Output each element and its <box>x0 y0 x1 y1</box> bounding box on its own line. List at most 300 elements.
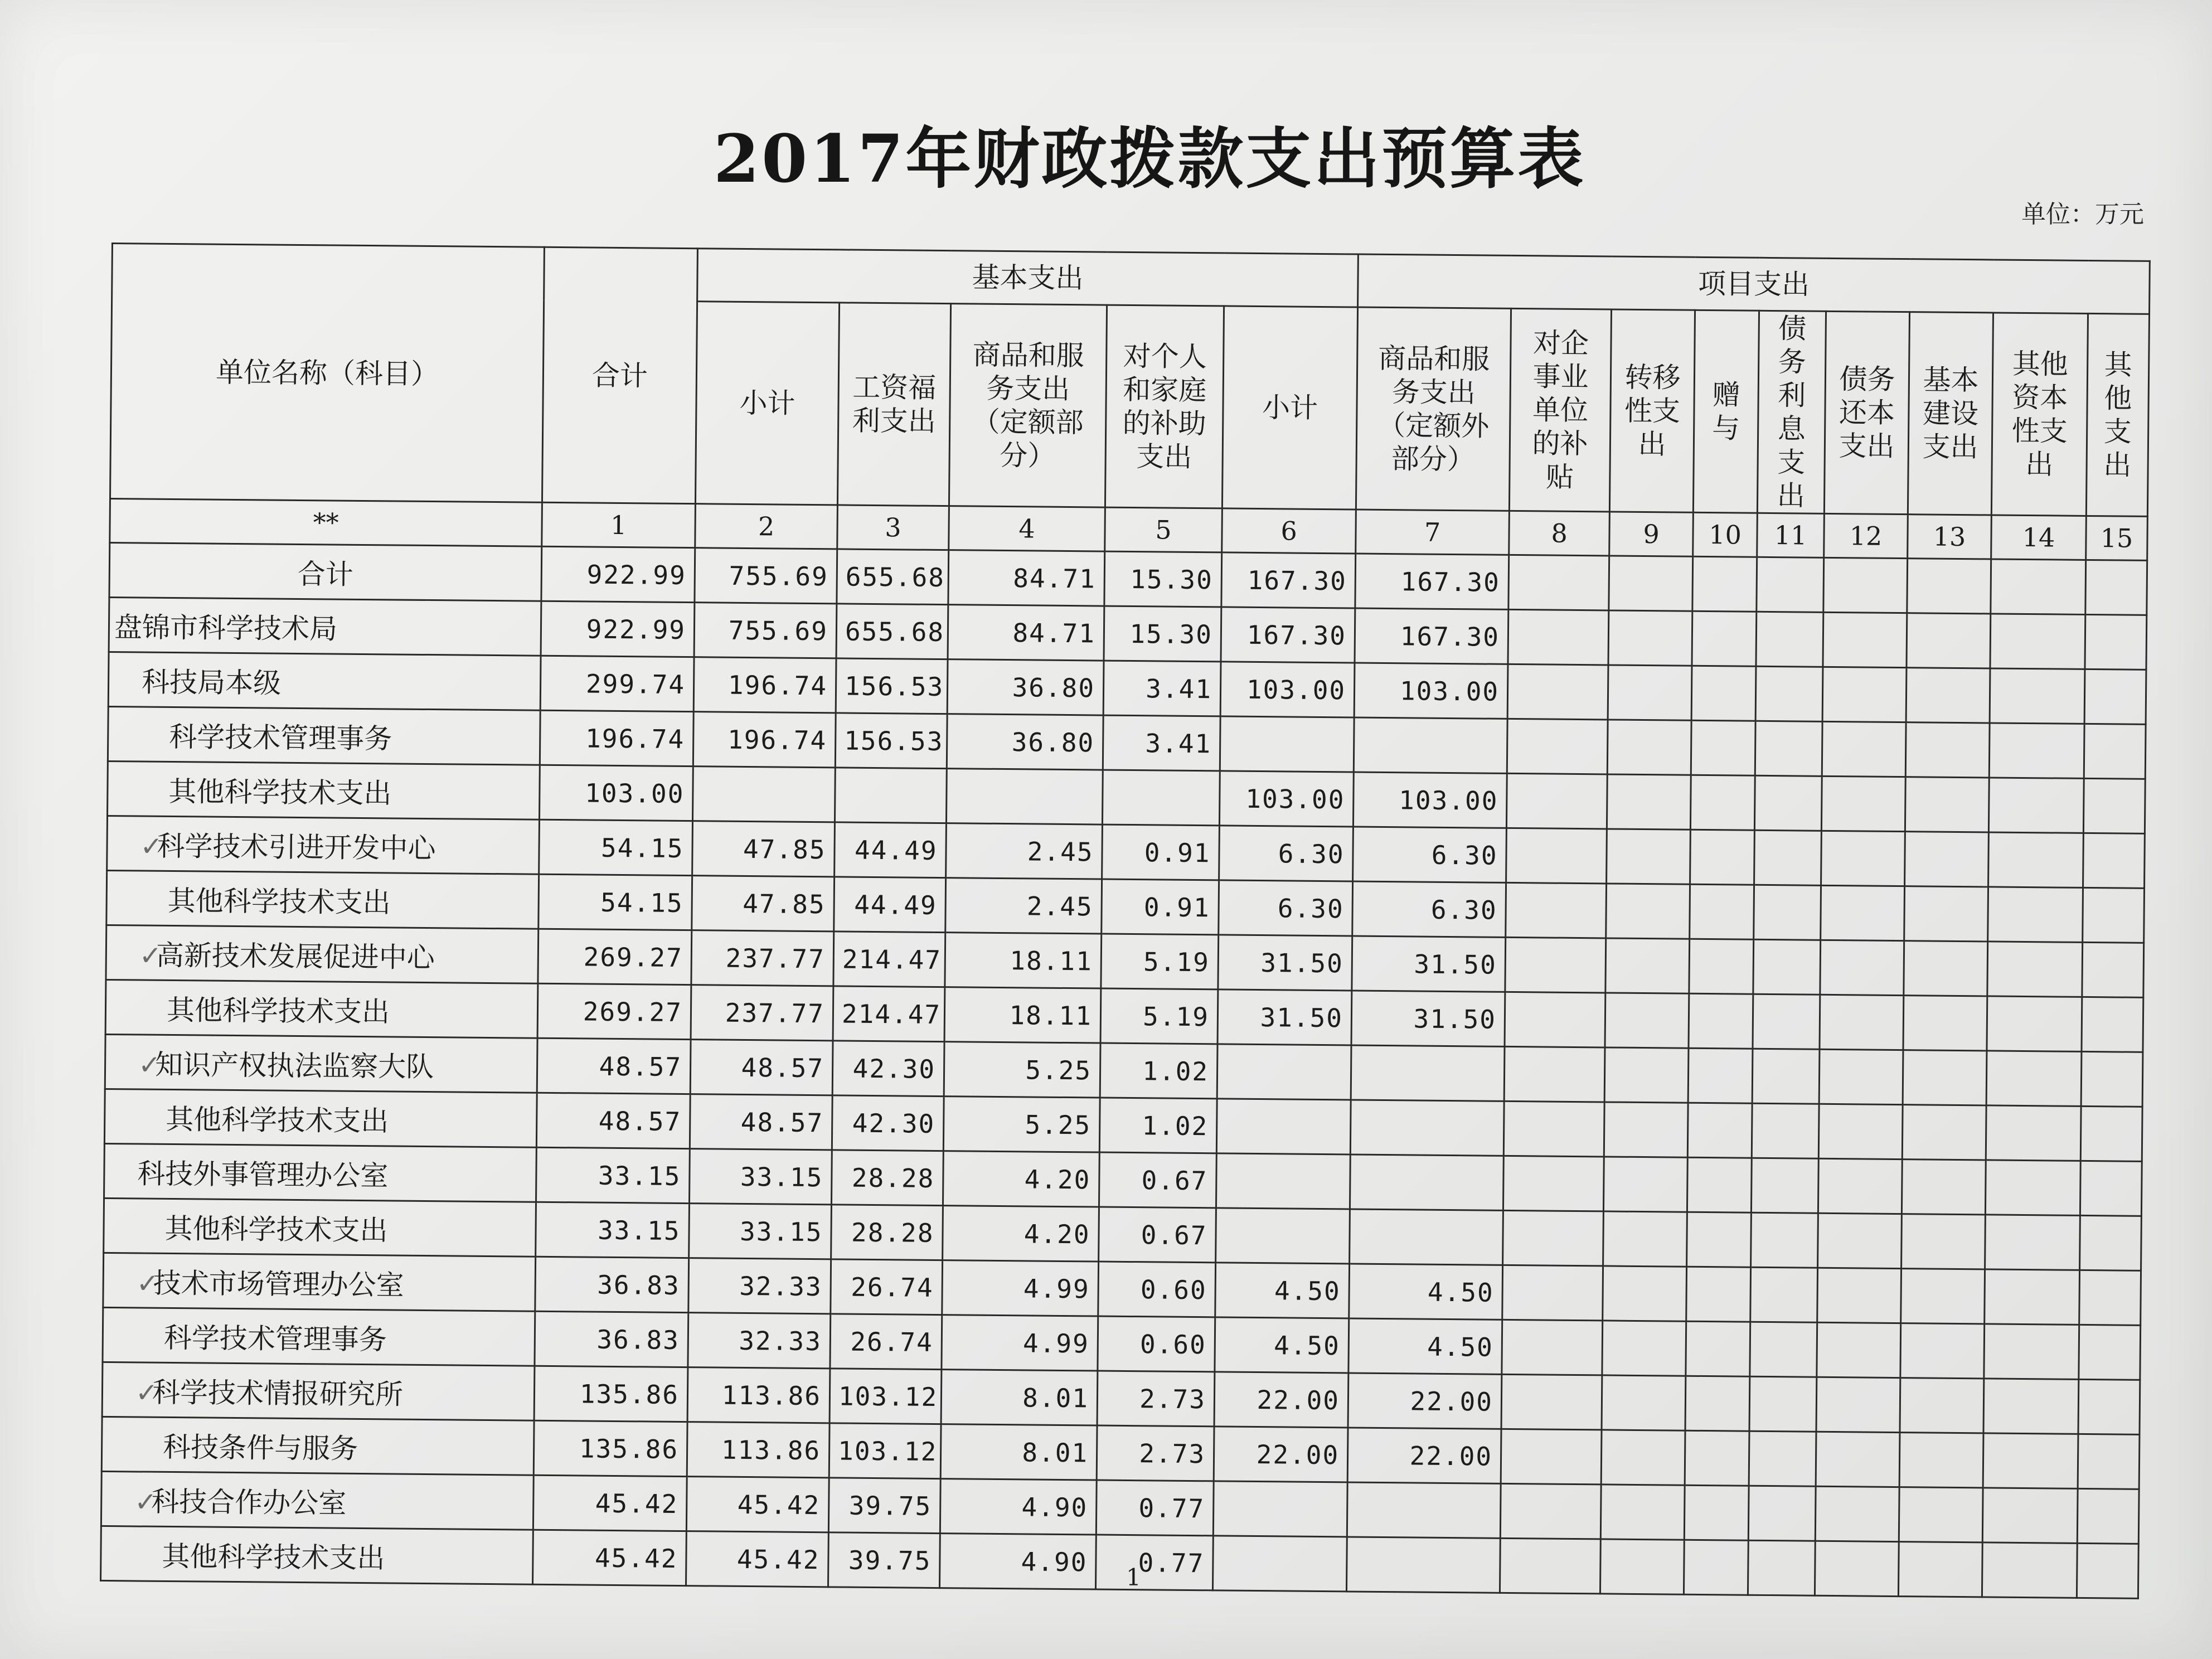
column-index-cell: 15 <box>2086 516 2148 560</box>
value-cell: 167.30 <box>1355 554 1509 609</box>
value-cell: 0.91 <box>1102 824 1220 880</box>
value-cell <box>1608 665 1692 720</box>
value-cell <box>1748 1540 1816 1595</box>
value-cell: 22.00 <box>1214 1427 1348 1482</box>
value-cell <box>1503 1156 1604 1211</box>
value-cell: 135.86 <box>534 1366 688 1422</box>
value-cell <box>1901 1160 1986 1215</box>
value-cell <box>1505 937 1606 993</box>
value-cell <box>2085 560 2147 615</box>
value-cell: 755.69 <box>694 603 837 658</box>
value-cell <box>1898 1542 1982 1597</box>
value-cell <box>1905 777 1989 832</box>
row-name-label: 其他科学技术支出 <box>164 1212 388 1246</box>
value-cell: 42.30 <box>832 1095 944 1151</box>
value-cell <box>1216 1208 1350 1264</box>
value-cell <box>2082 997 2143 1052</box>
header-project-col: 基本建设支出 <box>1908 312 1993 515</box>
value-cell: 22.00 <box>1348 1373 1502 1429</box>
value-cell <box>1818 1158 1902 1214</box>
value-cell <box>1817 1268 1901 1323</box>
value-cell <box>2084 669 2146 724</box>
value-cell: 103.12 <box>830 1369 942 1424</box>
row-name-cell <box>109 597 541 656</box>
row-name-cell <box>105 979 538 1038</box>
value-cell <box>1604 1102 1688 1157</box>
value-cell <box>1903 1050 1987 1105</box>
value-cell: 47.85 <box>692 876 835 932</box>
value-cell <box>1508 555 1609 610</box>
column-index-cell: 6 <box>1222 508 1356 554</box>
value-cell: 47.85 <box>692 821 835 877</box>
value-cell <box>1503 1101 1604 1157</box>
value-cell <box>1905 832 1989 887</box>
value-cell <box>1350 1154 1504 1210</box>
value-cell: 28.28 <box>831 1205 943 1260</box>
value-cell <box>1609 556 1693 611</box>
value-cell: 2.45 <box>945 878 1102 934</box>
row-name-label: 其他科学技术支出 <box>166 993 390 1028</box>
value-cell <box>1986 1051 2082 1106</box>
value-cell <box>1690 775 1755 830</box>
row-name-cell <box>103 1253 536 1311</box>
value-cell <box>1687 1212 1752 1267</box>
row-name-label: 其他科学技术支出 <box>167 884 391 919</box>
row-name-label: 其他科学技术支出 <box>166 1103 389 1137</box>
header-name: 单位名称（科目） <box>110 244 544 503</box>
value-cell <box>1603 1157 1687 1212</box>
value-cell: 4.90 <box>939 1534 1096 1589</box>
row-name-cell <box>107 816 540 874</box>
row-name-cell <box>109 542 542 601</box>
value-cell <box>1907 613 1991 668</box>
value-cell <box>1901 1269 1985 1324</box>
value-cell <box>1216 1153 1350 1209</box>
value-cell: 3.41 <box>1103 715 1220 771</box>
value-cell: 196.74 <box>693 657 836 713</box>
header-project-group: 项目支出 <box>1358 254 2150 314</box>
row-name-label: 其他科学技术支出 <box>168 775 392 809</box>
value-cell: 135.86 <box>533 1420 687 1476</box>
value-cell <box>1692 611 1757 666</box>
row-name-label: 科技合作办公室 <box>151 1485 347 1520</box>
value-cell: 4.20 <box>943 1151 1099 1207</box>
value-cell <box>1507 719 1608 774</box>
value-cell <box>1500 1483 1601 1539</box>
value-cell <box>1350 1100 1504 1156</box>
value-cell: 39.75 <box>828 1478 940 1534</box>
value-cell <box>1102 770 1220 826</box>
value-cell <box>2078 1434 2140 1489</box>
value-cell <box>1690 884 1754 939</box>
value-cell <box>1755 721 1822 776</box>
value-cell: 0.91 <box>1102 879 1219 935</box>
value-cell: 33.15 <box>536 1147 690 1203</box>
value-cell: 26.74 <box>831 1259 943 1315</box>
row-name-label: 科学技术情报研究所 <box>152 1376 404 1411</box>
row-name-cell <box>104 1198 536 1257</box>
value-cell: 48.57 <box>536 1093 690 1148</box>
value-cell: 48.57 <box>537 1038 691 1094</box>
value-cell <box>1751 1158 1818 1213</box>
row-name-label: 科技局本级 <box>141 666 282 700</box>
value-cell: 45.42 <box>533 1530 687 1585</box>
value-cell <box>1987 996 2082 1051</box>
value-cell <box>1506 828 1607 884</box>
value-cell <box>1987 942 2083 997</box>
row-name-label: 科学技术管理事务 <box>163 1321 387 1356</box>
value-cell: 237.77 <box>691 930 834 986</box>
row-name-label: 技术市场管理办公室 <box>153 1267 404 1302</box>
value-cell: 31.50 <box>1351 991 1505 1046</box>
value-cell <box>1602 1321 1686 1376</box>
value-cell: 31.50 <box>1217 989 1352 1045</box>
value-cell <box>1820 940 1904 995</box>
row-name-label: 其他科学技术支出 <box>162 1540 385 1574</box>
value-cell <box>1904 886 1988 942</box>
value-cell <box>1753 939 1821 995</box>
value-cell <box>1988 887 2083 942</box>
column-index-cell: 9 <box>1609 512 1694 556</box>
value-cell: 18.11 <box>944 987 1101 1043</box>
value-cell: 54.15 <box>539 874 692 930</box>
value-cell <box>1351 1045 1505 1101</box>
value-cell <box>1504 1046 1605 1102</box>
value-cell: 4.50 <box>1349 1264 1503 1320</box>
value-cell <box>2079 1325 2141 1380</box>
value-cell: 15.30 <box>1104 551 1222 607</box>
value-cell <box>1506 882 1607 938</box>
value-cell <box>1687 1157 1752 1212</box>
header-project-col: 其他支出 <box>2086 313 2149 516</box>
value-cell: 5.19 <box>1101 934 1219 989</box>
value-cell: 36.83 <box>535 1311 688 1367</box>
row-name-cell <box>101 1526 533 1584</box>
checkmark-icon: ✓ <box>138 1049 161 1081</box>
header-project-col: 其他资本性支出 <box>1991 313 2088 516</box>
value-cell <box>1988 778 2084 833</box>
row-name-cell <box>101 1417 534 1475</box>
value-cell <box>1756 612 1823 667</box>
value-cell <box>2082 942 2144 997</box>
value-cell <box>1985 1215 2080 1270</box>
header-basic-group: 基本支出 <box>697 249 1359 307</box>
row-name-cell <box>108 761 540 819</box>
header-project-col: 债务利息支出 <box>1757 311 1826 513</box>
unit-label: 单位：万元 <box>2021 200 2144 229</box>
value-cell: 3.41 <box>1103 661 1221 716</box>
value-cell: 4.99 <box>942 1315 1098 1371</box>
value-cell: 36.83 <box>535 1257 689 1312</box>
value-cell <box>1983 1379 2079 1434</box>
value-cell <box>2083 778 2145 833</box>
value-cell <box>1500 1538 1601 1594</box>
value-cell: 84.71 <box>948 605 1104 661</box>
value-cell: 33.15 <box>536 1202 690 1258</box>
value-cell <box>1983 1433 2078 1488</box>
value-cell: 922.99 <box>541 546 695 602</box>
value-cell: 36.80 <box>947 714 1103 770</box>
column-index-cell: 4 <box>949 506 1105 551</box>
header-basic-col: 小计 <box>695 302 839 505</box>
value-cell: 103.00 <box>1354 772 1507 828</box>
value-cell <box>1754 885 1821 940</box>
value-cell <box>1749 1376 1817 1432</box>
value-cell: 156.53 <box>836 658 948 714</box>
row-name-label: 科技外事管理办公室 <box>137 1157 389 1192</box>
column-index-cell: 8 <box>1509 511 1610 556</box>
value-cell <box>1816 1377 1900 1432</box>
value-cell <box>1605 938 1690 993</box>
budget-table <box>100 242 2151 1599</box>
value-cell: 196.74 <box>693 712 836 768</box>
value-cell <box>1602 1375 1686 1430</box>
value-cell <box>1815 1486 1899 1541</box>
value-cell: 214.47 <box>833 986 945 1042</box>
value-cell <box>1505 992 1605 1047</box>
row-name-label: 科技条件与服务 <box>162 1430 358 1465</box>
value-cell: 54.15 <box>539 819 693 875</box>
value-cell: 48.57 <box>690 1040 833 1095</box>
value-cell <box>1354 717 1507 773</box>
value-cell <box>2080 1161 2142 1216</box>
value-cell: 22.00 <box>1347 1428 1501 1483</box>
value-cell: 156.53 <box>835 713 947 769</box>
value-cell <box>1982 1542 2077 1598</box>
header-project-col: 债务还本支出 <box>1824 311 1909 514</box>
value-cell: 5.19 <box>1100 988 1218 1044</box>
column-index-cell: 13 <box>1908 515 1992 559</box>
row-name-label: 科学技术管理事务 <box>169 720 392 755</box>
value-cell: 196.74 <box>540 710 693 766</box>
value-cell: 42.30 <box>832 1041 944 1097</box>
value-cell <box>1689 939 1754 994</box>
value-cell: 45.42 <box>686 1531 829 1587</box>
value-cell <box>1984 1324 2079 1379</box>
value-cell <box>2078 1379 2140 1434</box>
value-cell <box>1507 664 1608 720</box>
value-cell <box>1503 1210 1604 1266</box>
value-cell <box>1607 720 1691 775</box>
value-cell: 26.74 <box>830 1314 942 1370</box>
value-cell: 44.49 <box>834 877 946 933</box>
value-cell <box>1607 774 1691 830</box>
value-cell: 0.67 <box>1099 1207 1216 1263</box>
header-project-col: 对企事业单位的补贴 <box>1509 308 1611 512</box>
column-index-cell: 1 <box>542 502 696 547</box>
value-cell <box>1821 885 1905 940</box>
value-cell <box>1753 994 1820 1049</box>
value-cell: 39.75 <box>828 1532 940 1588</box>
value-cell: 32.33 <box>688 1313 831 1369</box>
page-number: 1 <box>1126 1564 1141 1591</box>
value-cell <box>1821 831 1905 886</box>
value-cell <box>1603 1211 1687 1267</box>
value-cell <box>1501 1429 1602 1485</box>
row-name-label: 合计 <box>297 557 354 591</box>
value-cell <box>1816 1432 1900 1487</box>
value-cell <box>2083 833 2145 888</box>
header-project-col: 转移性支出 <box>1609 309 1695 512</box>
value-cell <box>1502 1265 1603 1321</box>
value-cell <box>1608 610 1692 666</box>
value-cell <box>1607 829 1691 884</box>
value-cell <box>1990 668 2085 724</box>
value-cell <box>1820 995 1904 1050</box>
value-cell <box>1750 1267 1818 1322</box>
value-cell: 48.57 <box>690 1094 832 1150</box>
value-cell: 0.77 <box>1096 1480 1214 1536</box>
value-cell <box>1819 1049 1903 1104</box>
value-cell <box>1213 1481 1347 1537</box>
value-cell: 4.50 <box>1348 1318 1502 1374</box>
header-project-col: 小计 <box>1222 306 1357 510</box>
value-cell: 269.27 <box>538 929 692 984</box>
value-cell <box>1754 775 1822 831</box>
value-cell <box>1752 1049 1820 1104</box>
value-cell <box>1684 1485 1749 1540</box>
value-cell: 31.50 <box>1218 935 1352 991</box>
value-cell <box>1986 1105 2081 1161</box>
value-cell: 237.77 <box>691 985 833 1041</box>
row-name-cell <box>105 1034 537 1093</box>
value-cell <box>1220 716 1354 772</box>
value-cell: 28.28 <box>831 1150 943 1206</box>
value-cell <box>1217 1044 1351 1100</box>
value-cell <box>1691 666 1756 721</box>
header-total: 合计 <box>542 247 697 503</box>
column-index-cell: 10 <box>1693 512 1758 557</box>
value-cell: 6.30 <box>1352 881 1506 937</box>
column-index-cell: 2 <box>695 504 838 549</box>
value-cell: 15.30 <box>1104 606 1221 662</box>
value-cell <box>1903 996 1987 1051</box>
value-cell <box>1216 1099 1351 1154</box>
value-cell <box>1506 773 1607 829</box>
row-name-label: 盘锦市科学技术局 <box>114 610 338 646</box>
value-cell <box>1600 1539 1685 1594</box>
value-cell <box>1684 1540 1749 1595</box>
value-cell: 6.30 <box>1219 826 1354 881</box>
value-cell: 103.00 <box>539 765 693 821</box>
value-cell <box>946 769 1103 824</box>
value-cell <box>1748 1486 1816 1541</box>
value-cell: 4.50 <box>1215 1263 1350 1318</box>
value-cell: 755.69 <box>695 548 837 604</box>
row-name-cell <box>101 1471 533 1530</box>
value-cell <box>1603 1266 1687 1321</box>
value-cell: 167.30 <box>1221 552 1356 608</box>
value-cell <box>1750 1322 1817 1377</box>
value-cell <box>1605 993 1689 1048</box>
value-cell <box>1991 559 2086 614</box>
value-cell <box>1755 666 1823 721</box>
value-cell: 0.77 <box>1095 1535 1213 1590</box>
value-cell: 8.01 <box>941 1370 1098 1425</box>
value-cell <box>1989 723 2084 778</box>
column-index-cell: 7 <box>1356 510 1510 555</box>
row-name-cell <box>106 870 539 929</box>
value-cell <box>1350 1209 1503 1265</box>
value-cell: 5.25 <box>943 1097 1100 1152</box>
value-cell <box>835 768 947 823</box>
checkmark-icon: ✓ <box>134 1486 157 1518</box>
value-cell <box>1901 1214 1986 1269</box>
value-cell: 1.02 <box>1100 1043 1217 1099</box>
value-cell: 6.30 <box>1353 827 1507 882</box>
value-cell: 103.00 <box>1219 771 1354 827</box>
row-name-cell <box>104 1089 537 1147</box>
value-cell <box>2081 1051 2143 1107</box>
value-cell <box>1902 1105 1986 1160</box>
value-cell: 31.50 <box>1352 936 1506 992</box>
value-cell <box>1905 722 1990 778</box>
row-name-cell <box>102 1362 535 1420</box>
value-cell <box>1982 1488 2078 1543</box>
value-cell: 2.73 <box>1097 1425 1214 1481</box>
value-cell: 1.02 <box>1099 1098 1217 1153</box>
value-cell: 214.47 <box>833 932 945 987</box>
value-cell <box>1691 720 1755 775</box>
value-cell <box>1900 1323 1985 1379</box>
value-cell: 922.99 <box>541 601 695 657</box>
value-cell: 269.27 <box>537 983 691 1039</box>
document-title: 2017年财政拨款支出预算表 <box>714 120 1586 197</box>
value-cell <box>1757 557 1824 612</box>
checkmark-icon: ✓ <box>136 1267 159 1299</box>
value-cell <box>1685 1430 1749 1486</box>
value-cell <box>1601 1430 1685 1485</box>
value-cell <box>2080 1106 2142 1161</box>
value-cell <box>1751 1212 1818 1268</box>
value-cell: 113.86 <box>687 1367 830 1423</box>
value-cell: 45.42 <box>686 1477 829 1532</box>
value-cell: 32.33 <box>688 1258 831 1314</box>
header-project-col: 赠与 <box>1693 310 1759 513</box>
value-cell: 0.60 <box>1098 1262 1216 1317</box>
value-cell <box>1690 830 1755 885</box>
row-name-cell <box>108 706 540 765</box>
value-cell <box>1502 1320 1603 1375</box>
value-cell <box>1212 1536 1347 1592</box>
row-name-label: 知识产权执法监察大队 <box>154 1048 434 1083</box>
value-cell <box>1904 941 1988 996</box>
value-cell <box>1990 614 2085 669</box>
value-cell: 5.25 <box>944 1042 1100 1098</box>
value-cell <box>2085 614 2147 670</box>
value-cell <box>1822 667 1907 722</box>
value-cell: 2.45 <box>946 823 1103 879</box>
value-cell <box>692 767 835 822</box>
value-cell: 103.12 <box>829 1423 941 1479</box>
header-basic-col: 商品和服务支出（定额部分） <box>949 304 1107 507</box>
value-cell <box>1606 884 1690 939</box>
row-name-cell <box>103 1307 535 1366</box>
value-cell <box>1985 1160 2080 1215</box>
header-group-row <box>112 244 2150 314</box>
value-cell: 4.99 <box>942 1260 1099 1316</box>
value-cell <box>1900 1378 1984 1433</box>
column-index-cell: 11 <box>1757 513 1825 557</box>
value-cell <box>1899 1487 1983 1542</box>
value-cell <box>1752 1103 1819 1158</box>
value-cell <box>1985 1269 2080 1325</box>
value-cell <box>2084 724 2146 779</box>
checkmark-icon: ✓ <box>139 939 162 972</box>
value-cell: 2.73 <box>1097 1371 1215 1427</box>
value-cell: 655.68 <box>836 604 948 659</box>
value-cell: 4.50 <box>1215 1317 1349 1373</box>
